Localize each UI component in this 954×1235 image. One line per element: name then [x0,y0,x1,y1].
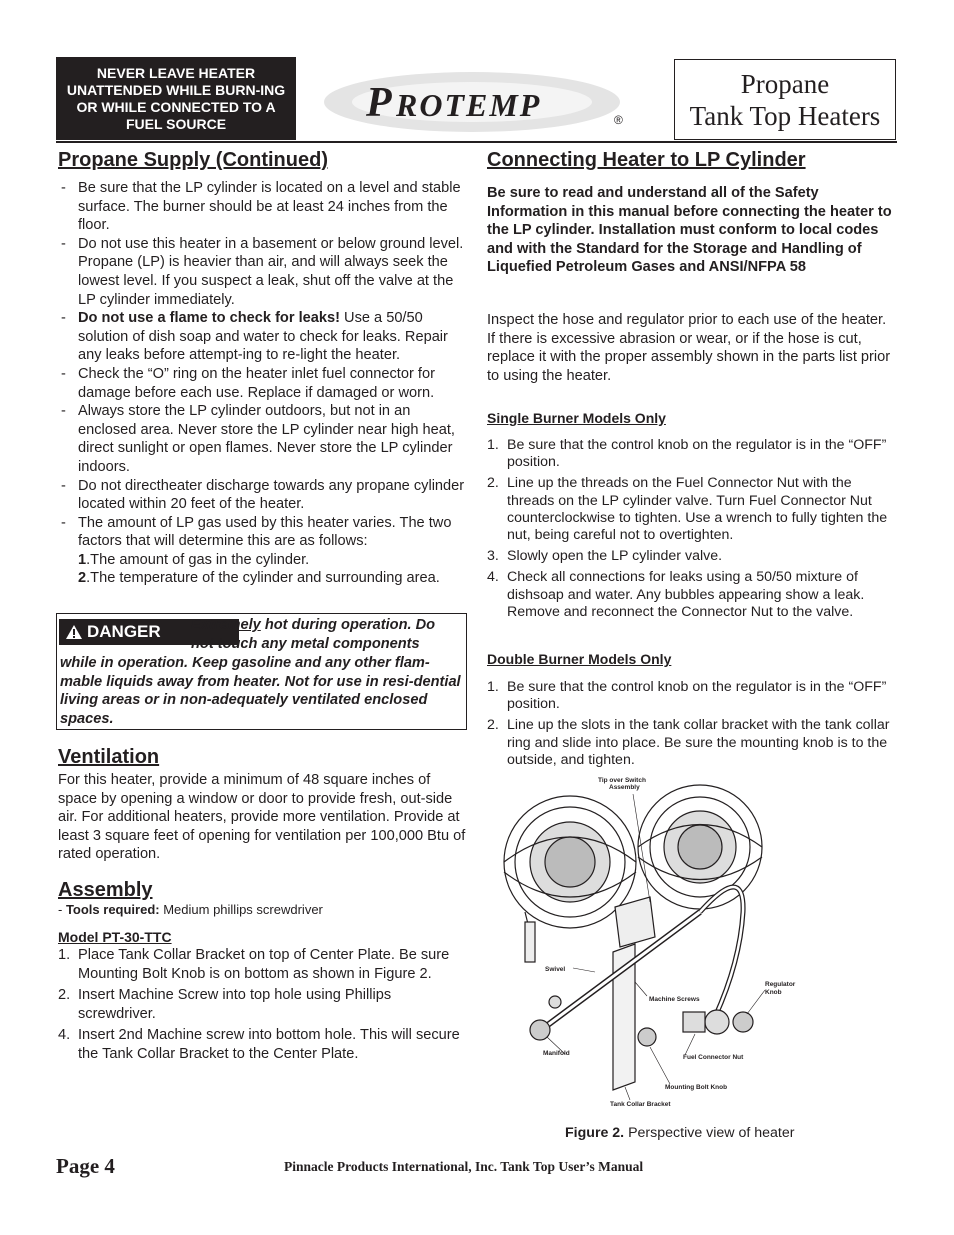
list-item: 3. Slowly open the LP cylinder valve. [487,548,723,565]
label-regulator-2: Knob [765,989,782,996]
label-regulator-1: Regulator [765,981,796,988]
assembly-steps [58,946,468,1064]
registered-mark: ® [614,113,623,127]
list-item: 2. Line up the slots in the tank collar bracket with the tank collar ring and slide into place. Be sure the mounting knob is to the outside, and tighten. [487,717,890,768]
double-burner-heading: Double Burner Models Only [487,651,672,667]
inspect-text: Inspect the hose and regulator prior to each use of the heater. If there is excessive abrasion or wear, or if the hose is cut, replace it with the proper assembly shown in the parts list prior to using the heater. [487,312,891,384]
protemp-logo [322,68,652,138]
list-item: 2. Insert Machine Screw into top hole using Phillips screwdriver. [58,987,392,1022]
danger-box [56,613,467,730]
warning-box [56,57,296,140]
double-burner-steps [487,679,897,769]
page-number: Page 4 [56,1154,115,1178]
list-item: - Always store the LP cylinder outdoors, but not in an enclosed area. Never store the LP cylinder near high heat, direct sunlight or open flames. Never store the LP cylinder indoors. [61,403,455,475]
danger-text-top: Extremely hot during operation. Do not touch any metal components [191,617,436,652]
danger-text-rest: while in operation. Keep gasoline and any other flam-mable liquids away from heater. Not for use in resi-dential living areas or in non-adequately ventilated enclosed spaces. [60,655,461,727]
label-machine-screws: Machine Screws [649,996,700,1003]
ventilation-text: For this heater, provide a minimum of 48 square inches of space by opening a window or door to provide fresh, out-side air. For additional heaters, provide more ventilation. Provide at least 3 square feet of opening for ventilation per 100,000 Btu of rated operation. [58,772,466,863]
ventilation-heading: Ventilation [58,746,160,768]
list-item: 1. Be sure that the control knob on the regulator is in the “OFF” position. [487,437,887,471]
warning-text: NEVER LEAVE HEATER UNATTENDED WHILE BURN-ING OR WHILE CONNECTED TO A FUEL SOURCE [66,64,286,132]
label-tank-collar: Tank Collar Bracket [610,1101,671,1108]
list-item: 4. Insert 2nd Machine screw into bottom hole. This will secure the Tank Collar Bracket to the Center Plate. [58,1027,460,1062]
assembly-heading: Assembly [58,879,153,901]
svg-text:P: P [366,80,393,126]
label-fuel-nut: Fuel Connector Nut [683,1054,744,1061]
label-tip-over-1: Tip over Switch [598,777,646,784]
logo-graphic [322,68,652,138]
title-line-1: Propane [740,68,830,99]
factor-2: 2.The temperature of the cylinder and surrounding area. [78,570,440,587]
list-item: 1. Be sure that the control knob on the regulator is in the “OFF” position. [487,679,887,713]
svg-text:ROTEMP: ROTEMP [396,87,542,123]
list-item: - Do not use this heater in a basement or below ground level. Propane (LP) is heavier than air, and will always seek the lowest level. If you suspect a leak, shut off the valve at the LP cylinder immediately. [61,235,464,308]
label-swivel: Swivel [545,966,566,973]
propane-supply-list [58,179,468,588]
list-item: - The amount of LP gas used by this heater varies. The two factors that will determine this are as follows: [61,514,452,550]
warning-triangle-icon [65,624,83,640]
list-item: - Be sure that the LP cylinder is located on a level and stable surface. The burner should be at least 24 inches from the floor. [61,180,461,234]
label-mount-knob: Mounting Bolt Knob [665,1084,728,1091]
list-item: 2. Line up the threads on the Fuel Connector Nut with the threads on the LP cylinder valve. Turn Fuel Connector Nut counterclockwise to tighten. Use a wrench to fully tighten the nut, being careful not to overtighten. [487,475,888,544]
figure-caption: Figure 2. Perspective view of heater [565,1125,795,1141]
connecting-heading: Connecting Heater to LP Cylinder [487,149,806,171]
footer-text: Pinnacle Products International, Inc. Tank Top User’s Manual [284,1159,644,1174]
heater-diagram [485,772,815,1112]
tools-required: - Tools required: Medium phillips screwdriver [58,902,323,917]
label-tip-over-2: Assembly [609,784,640,791]
factor-1: 1.The amount of gas in the cylinder. [78,551,310,568]
list-item: - Check the “O” ring on the heater inlet fuel connector for damage before each use. Replace if damaged or worn. [61,365,435,401]
list-item: - Do not directheater discharge towards any propane cylinder located within 20 feet of the heater. [61,477,465,513]
list-item: 1. Place Tank Collar Bracket on top of Center Plate. Be sure Mounting Bolt Knob is on bottom as shown in Figure 2. [58,947,450,982]
single-burner-steps [487,437,897,621]
list-item: 4. Check all connections for leaks using a 50/50 mixture of dishsoap and water. Any bubbles appearing show a leak. Remove and reconnect the Connector Nut to the valve. [487,569,865,620]
title-line-2: Tank Top Heaters [689,100,881,131]
single-burner-heading: Single Burner Models Only [487,410,666,426]
label-manifold: Manifold [543,1050,570,1057]
connecting-intro: Be sure to read and understand all of the Safety Information in this manual before connecting the heater to the LP cylinder. Installation must conform to local codes and with the Standard for the Storage and Handling of Liquefied Petroleum Gases and ANSI/NFPA 58 [487,185,892,276]
heater-figure [485,772,815,1112]
danger-label: DANGER [87,622,161,641]
header-rule [56,141,897,143]
propane-supply-heading: Propane Supply (Continued) [58,149,328,171]
list-item: - Do not use a flame to check for leaks! Use a 50/50 solution of dish soap and water to check for leaks. Repair any leaks before attempt-ing to re-light the heater. [61,310,448,364]
title-box [674,59,896,140]
model-heading: Model PT-30-TTC [58,929,172,945]
